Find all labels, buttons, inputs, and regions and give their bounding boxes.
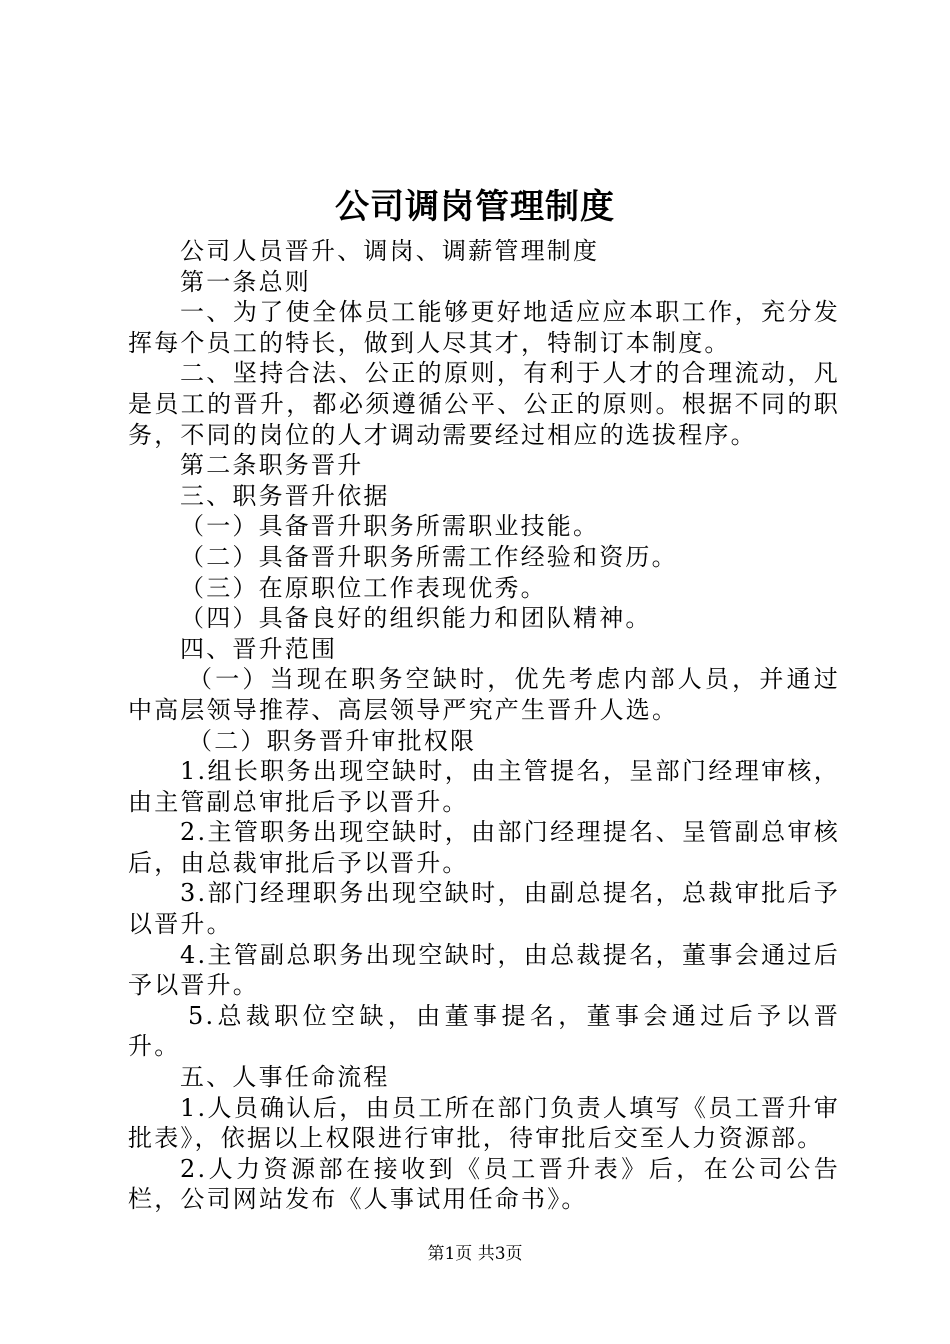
list-item: （一）具备晋升职务所需职业技能。 — [180, 512, 600, 541]
list-item: （二）具备晋升职务所需工作经验和资历。 — [180, 542, 678, 571]
list-item: （三）在原职位工作表现优秀。 — [180, 573, 547, 602]
list-item: 2.主管职务出现空缺时，由部门经理提名、呈管副总审核后，由总裁审批后予以晋升。 — [128, 818, 840, 877]
page-number: 第1页 共3页 — [427, 1244, 523, 1264]
document-title: 公司调岗管理制度 — [335, 187, 615, 227]
list-item: 3.部门经理职务出现空缺时，由副总提名，总裁审批后予以晋升。 — [128, 879, 840, 939]
list-item: 2.人力资源部在接收到《员工晋升表》后，在公司公告栏，公司网站发布《人事试用任命书》。 — [128, 1154, 840, 1214]
subsection-heading: 三、职务晋升依据 — [180, 481, 390, 510]
list-item: （四）具备良好的组织能力和团队精神。 — [180, 604, 652, 633]
document-body — [128, 236, 840, 1215]
paragraph: 公司人员晋升、调岗、调薪管理制度 — [180, 237, 600, 265]
list-item: （一）当现在职务空缺时，优先考虑内部人员，并通过中高层领导推荐、高层领导严究产生晋升人选。 — [128, 665, 840, 724]
list-item: 5.总裁职位空缺，由董事提名，董事会通过后予以晋升。 — [128, 1001, 840, 1061]
section-heading: 第一条总则 — [180, 267, 311, 296]
section-heading: 第二条职务晋升 — [180, 451, 364, 480]
paragraph: 一、为了使全体员工能够更好地适应应本职工作，充分发挥每个员工的特长，做到人尽其才，特制订本制度。 — [128, 298, 840, 357]
subsection-heading: 四、晋升范围 — [180, 634, 338, 663]
paragraph: 二、坚持合法、公正的原则，有利于人才的合理流动，凡是员工的晋升，都必须遵循公平、公正的原则。根据不同的职务，不同的岗位的人才调动需要经过相应的选拔程序。 — [128, 359, 840, 449]
list-item: 1.人员确认后，由员工所在部门负责人填写《员工晋升审批表》，依据以上权限进行审批，待审批后交至人力资源部。 — [128, 1093, 840, 1153]
list-item: （二）职务晋升审批权限 — [188, 726, 477, 755]
subsection-heading: 五、人事任命流程 — [180, 1063, 390, 1092]
list-item: 1.组长职务出现空缺时，由主管提名，呈部门经理审核，由主管副总审批后予以晋升。 — [128, 757, 840, 816]
list-item: 4.主管副总职务出现空缺时，由总裁提名，董事会通过后予以晋升。 — [128, 940, 840, 1000]
